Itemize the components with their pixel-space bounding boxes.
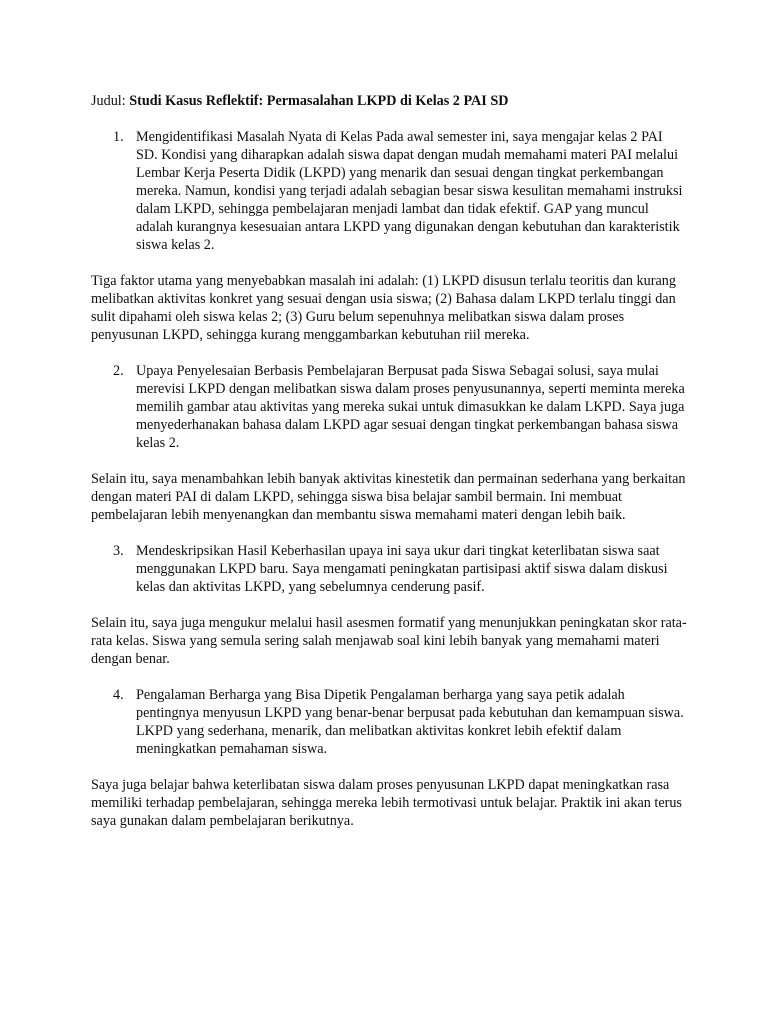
title-prefix: Judul: <box>91 93 130 109</box>
list-item-4 <box>91 686 691 758</box>
document-page <box>91 92 691 848</box>
document-title <box>91 92 691 110</box>
paragraph-4: Saya juga belajar bahwa keterlibatan siswa dalam proses penyusunan LKPD dapat meningkatkan rasa memiliki terhadap pembelajaran, sehingga mereka lebih termotivasi untuk belajar. Praktik ini akan terus saya gunakan dalam pembelajaran berikutnya. <box>91 777 682 829</box>
list-item-text: Pengalaman Berharga yang Bisa Dipetik Pengalaman berharga yang saya petik adalah pentingnya menyusun LKPD yang benar-benar berpusat pada kebutuhan dan kemampuan siswa. LKPD yang sederhana, menarik, dan melibatkan aktivitas konkret lebih efektif dalam meningkatkan pemahaman siswa. <box>136 687 684 757</box>
paragraph-2: Selain itu, saya menambahkan lebih banyak aktivitas kinestetik dan permainan sederhana yang berkaitan dengan materi PAI di dalam LKPD, sehingga siswa bisa belajar sambil bermain. Ini membuat pembelajaran lebih menyenangkan dan membantu siswa memahami materi dengan lebih baik. <box>91 471 686 523</box>
list-number: 1. <box>113 129 124 145</box>
list-item-text: Mendeskripsikan Hasil Keberhasilan upaya ini saya ukur dari tingkat keterlibatan siswa saat menggunakan LKPD baru. Saya mengamati peningkatan partisipasi aktif siswa dalam diskusi kelas dan aktivitas LKPD, yang sebelumnya cenderung pasif. <box>136 543 668 595</box>
list-item-3 <box>91 542 691 596</box>
title-text: Studi Kasus Reflektif: Permasalahan LKPD di Kelas 2 PAI SD <box>129 93 509 109</box>
list-item-1 <box>91 128 691 254</box>
list-item-2 <box>91 362 691 452</box>
list-number: 3. <box>113 543 124 559</box>
list-number: 4. <box>113 687 124 703</box>
list-number: 2. <box>113 363 124 379</box>
list-item-text: Mengidentifikasi Masalah Nyata di Kelas Pada awal semester ini, saya mengajar kelas 2 PAI SD. Kondisi yang diharapkan adalah siswa dapat dengan mudah memahami materi PAI melalui Lembar Kerja Peserta Didik (LKPD) yang menarik dan sesuai dengan tingkat perkembangan mereka. Namun, kondisi yang terjadi adalah sebagian besar siswa kesulitan memahami instruksi dalam LKPD, sehingga pembelajaran menjadi lambat dan tidak efektif. GAP yang muncul adalah kurangnya kesesuaian antara LKPD yang digunakan dengan kebutuhan dan karakteristik siswa kelas 2. <box>136 129 683 253</box>
list-item-text: Upaya Penyelesaian Berbasis Pembelajaran Berpusat pada Siswa Sebagai solusi, saya mulai merevisi LKPD dengan melibatkan siswa dalam proses penyusunannya, seperti meminta mereka memilih gambar atau aktivitas yang mereka sukai untuk dimasukkan ke dalam LKPD. Saya juga menyederhanakan bahasa dalam LKPD agar sesuai dengan tingkat perkembangan bahasa siswa kelas 2. <box>136 363 685 451</box>
paragraph-1: Tiga faktor utama yang menyebabkan masalah ini adalah: (1) LKPD disusun terlalu teoritis dan kurang melibatkan aktivitas konkret yang sesuai dengan usia siswa; (2) Bahasa dalam LKPD terlalu tinggi dan sulit dipahami oleh siswa kelas 2; (3) Guru belum sepenuhnya melibatkan siswa dalam proses penyusunan LKPD, sehingga kurang menggambarkan kebutuhan riil mereka. <box>91 273 676 343</box>
paragraph-3: Selain itu, saya juga mengukur melalui hasil asesmen formatif yang menunjukkan peningkatan skor rata-rata kelas. Siswa yang semula sering salah menjawab soal kini lebih banyak yang memahami materi dengan benar. <box>91 615 687 667</box>
